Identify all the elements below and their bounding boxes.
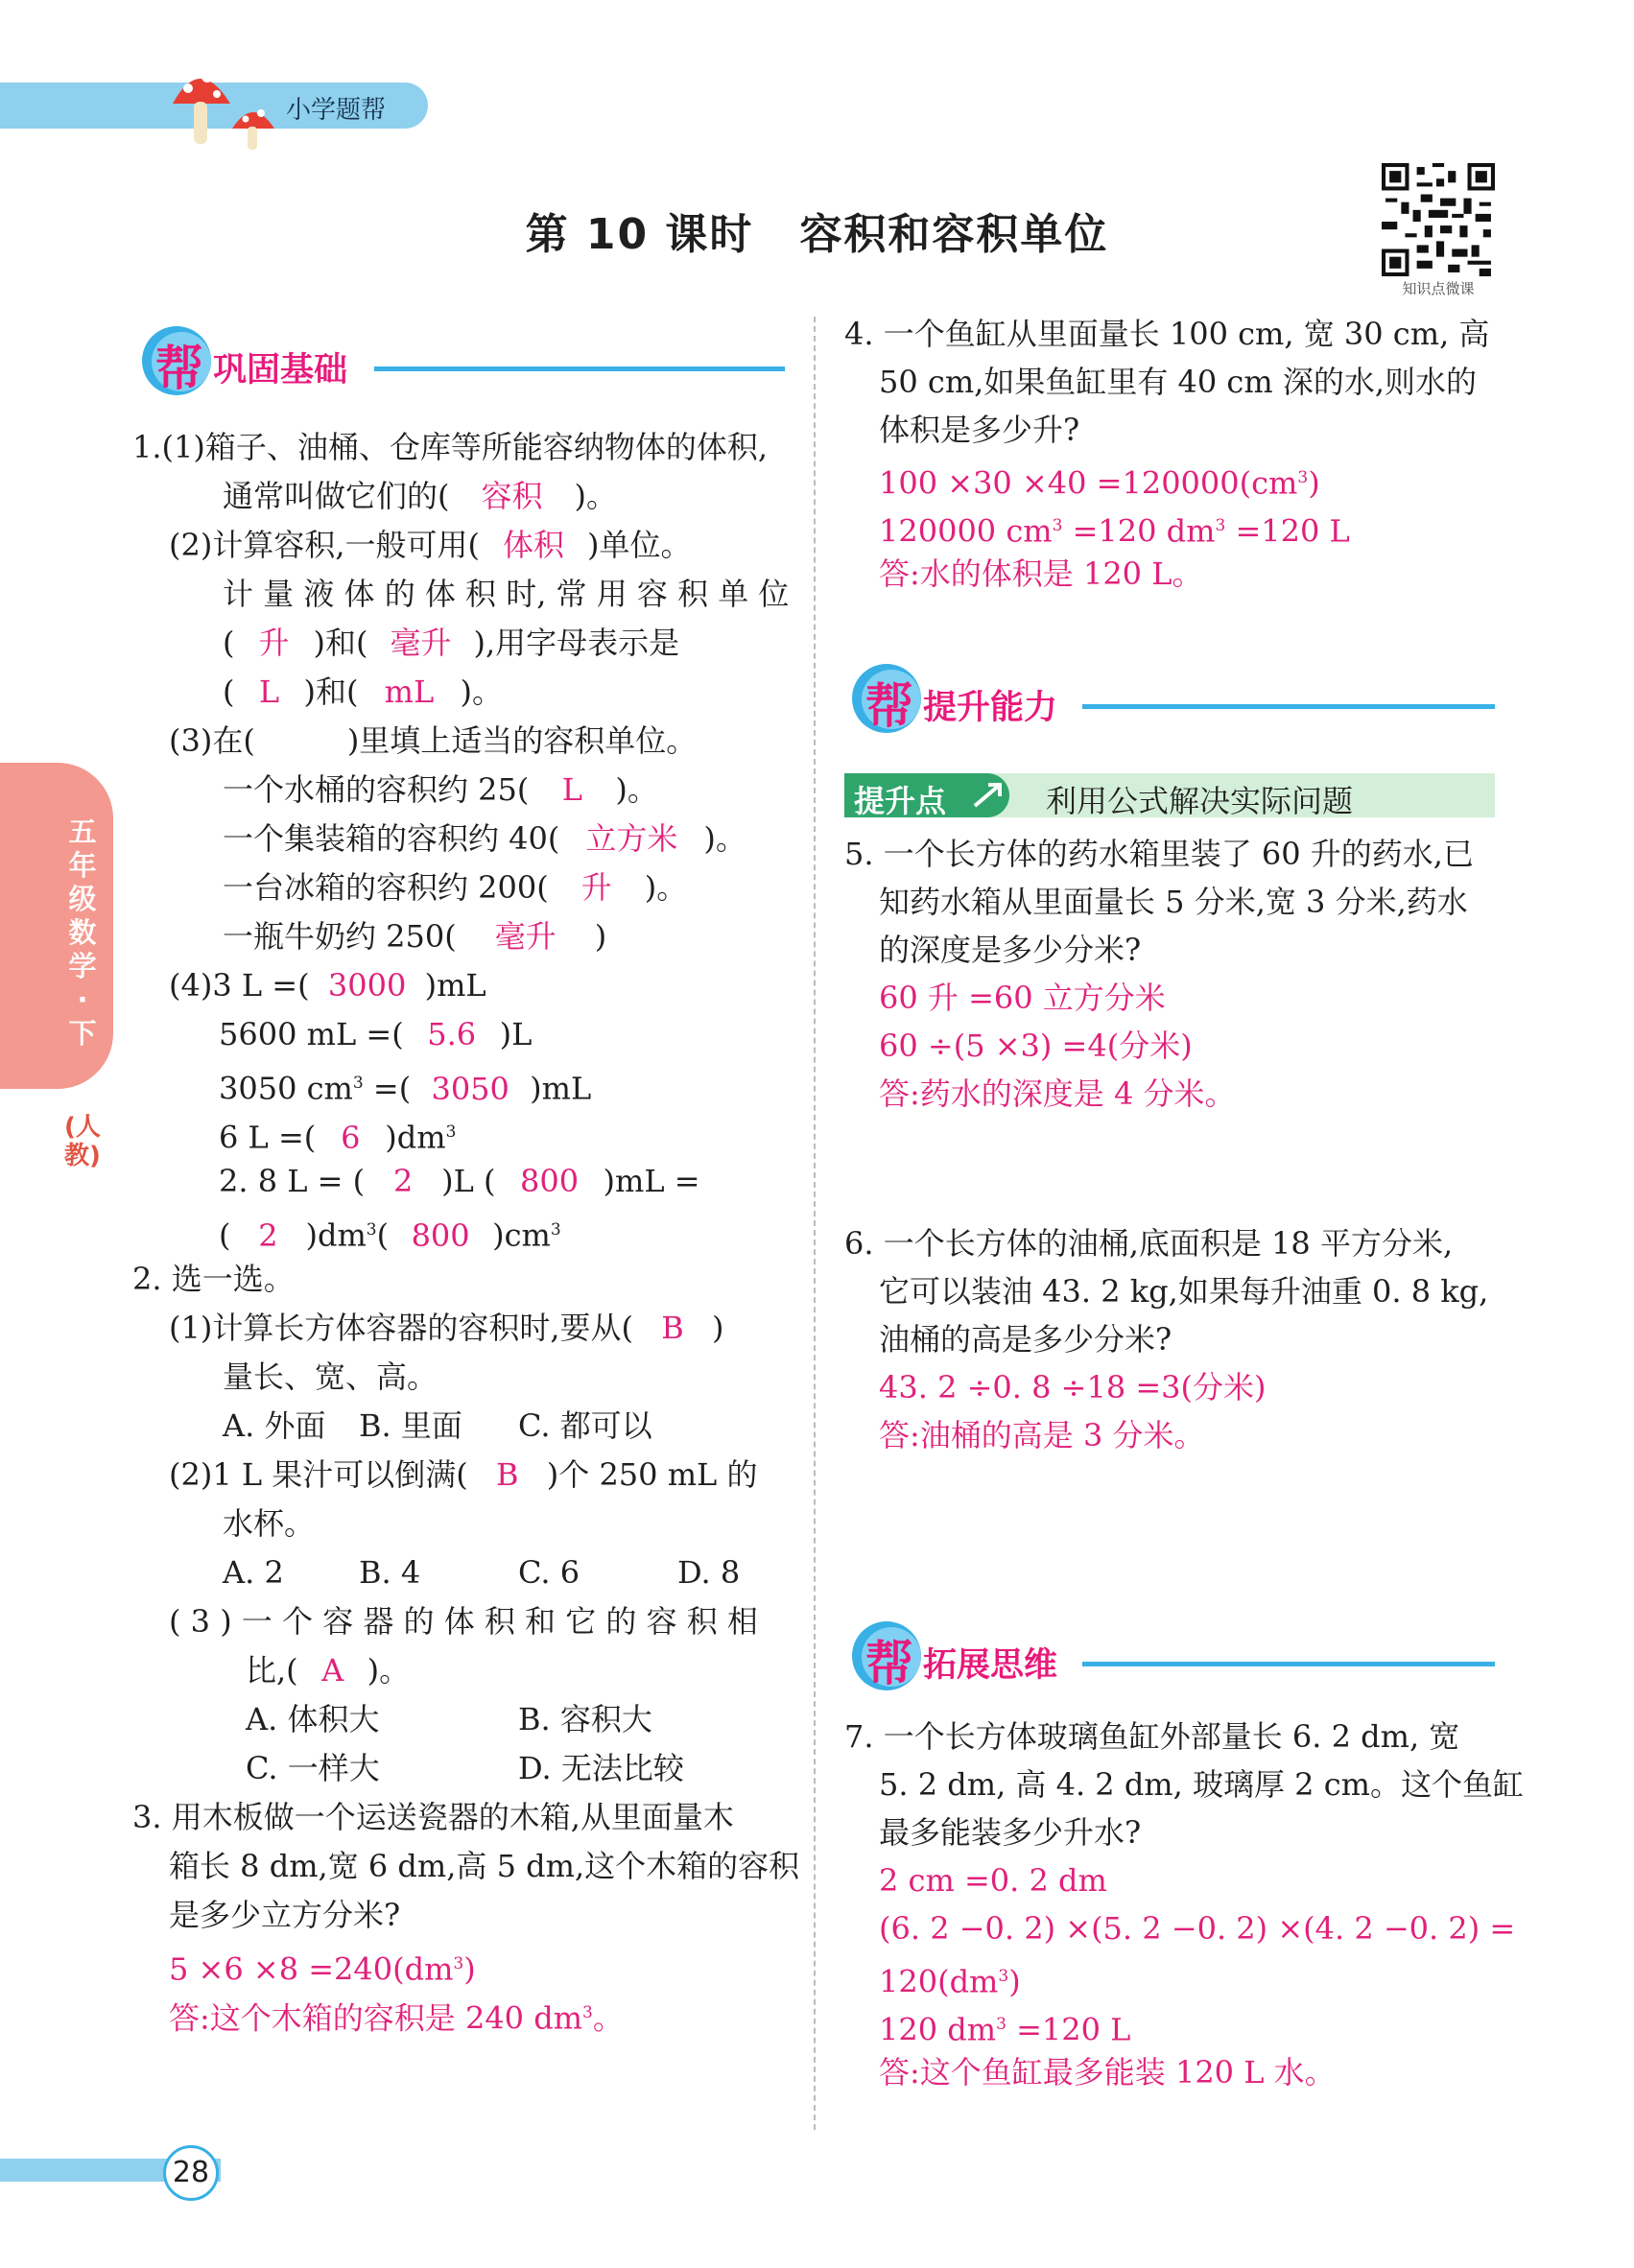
- solution-step: $120(dm^3)$: [879, 1963, 1021, 2000]
- mushroom-icon: [163, 58, 288, 154]
- answer-blank: A: [321, 1652, 344, 1689]
- solution-step: 120 $dm^3 =120$ L: [879, 2011, 1131, 2048]
- answer-blank: mL: [384, 673, 435, 710]
- solution-step: $5 \times 6 \times 8 =240(dm^3)$: [169, 1950, 476, 1988]
- answer-blank: 5.6: [427, 1016, 477, 1052]
- answer-blank: L: [561, 771, 583, 808]
- answer-blank: B: [661, 1310, 684, 1346]
- section-header-basics: 帮 巩固基础: [142, 326, 785, 403]
- page-title: 第 10 课时 容积和容积单位: [525, 210, 1109, 259]
- solution-step: 60 ÷(5 ×3) =4(分米): [879, 1028, 1193, 1064]
- page-number: 28: [163, 2145, 219, 2201]
- answer-blank: 800: [519, 1163, 580, 1199]
- focus-text: 利用公式解决实际问题: [1046, 783, 1354, 819]
- answer-blank: 3000: [327, 967, 407, 1004]
- solution-step: 120000 $cm^3 =120$ $dm^3 =120$ L: [879, 512, 1350, 550]
- answer-blank: 体积: [502, 527, 564, 563]
- solution-answer: 答:药水的深度是 4 分米。: [879, 1075, 1236, 1112]
- answer-blank: 立方米: [585, 820, 678, 857]
- answer-blank: 毫升: [494, 918, 557, 955]
- side-edition-label: (人教): [64, 1113, 101, 1170]
- solution-step: (6. 2 −0. 2) ×(5. 2 −0. 2) ×(4. 2 −0. 2) =: [879, 1910, 1516, 1947]
- arrow-icon: [971, 779, 1006, 812]
- answer-blank: 毫升: [390, 625, 452, 661]
- qr-label: 知识点微课: [1402, 280, 1475, 297]
- solution-step: $100 \times 30 \times 40 =120000(cm^3)$: [879, 464, 1320, 502]
- answer-blank: 800: [411, 1217, 470, 1254]
- section-header-improve: 帮 提升能力: [852, 664, 1495, 741]
- answer-blank: 升: [580, 869, 612, 906]
- solution-step: 43. 2 ÷0. 8 ÷18 =3(分米): [879, 1369, 1267, 1406]
- solution-answer: 答:这个木箱的容积是 240 $dm^3$。: [169, 1999, 624, 2037]
- answer-blank: 2: [392, 1163, 414, 1199]
- solution-answer: 答:这个鱼缸最多能装 120 L 水。: [879, 2054, 1336, 2091]
- solution-step: 60 升 =60 立方分米: [879, 980, 1166, 1016]
- solution-answer: 答:水的体积是 120 L。: [879, 555, 1203, 592]
- answer-blank: B: [496, 1456, 519, 1493]
- solution-step: 2 cm =0. 2 dm: [879, 1862, 1107, 1899]
- answer-blank: L: [258, 673, 280, 710]
- brand-label: 小学题帮: [286, 96, 387, 125]
- answer-blank: 升: [258, 625, 290, 661]
- side-grade-label: 五年级数学·下: [68, 815, 97, 1050]
- section-header-extend: 帮 拓展思维: [852, 1621, 1495, 1698]
- column-divider: [814, 317, 816, 2130]
- solution-answer: 答:油桶的高是 3 分米。: [879, 1417, 1205, 1453]
- answer-blank: 3050: [431, 1070, 509, 1107]
- answer-blank: 2: [258, 1217, 278, 1254]
- qr-code-icon[interactable]: [1382, 163, 1495, 276]
- answer-blank: 容积: [481, 478, 543, 514]
- focus-tag-label: 提升点: [854, 783, 947, 819]
- answer-blank: 6: [341, 1119, 361, 1156]
